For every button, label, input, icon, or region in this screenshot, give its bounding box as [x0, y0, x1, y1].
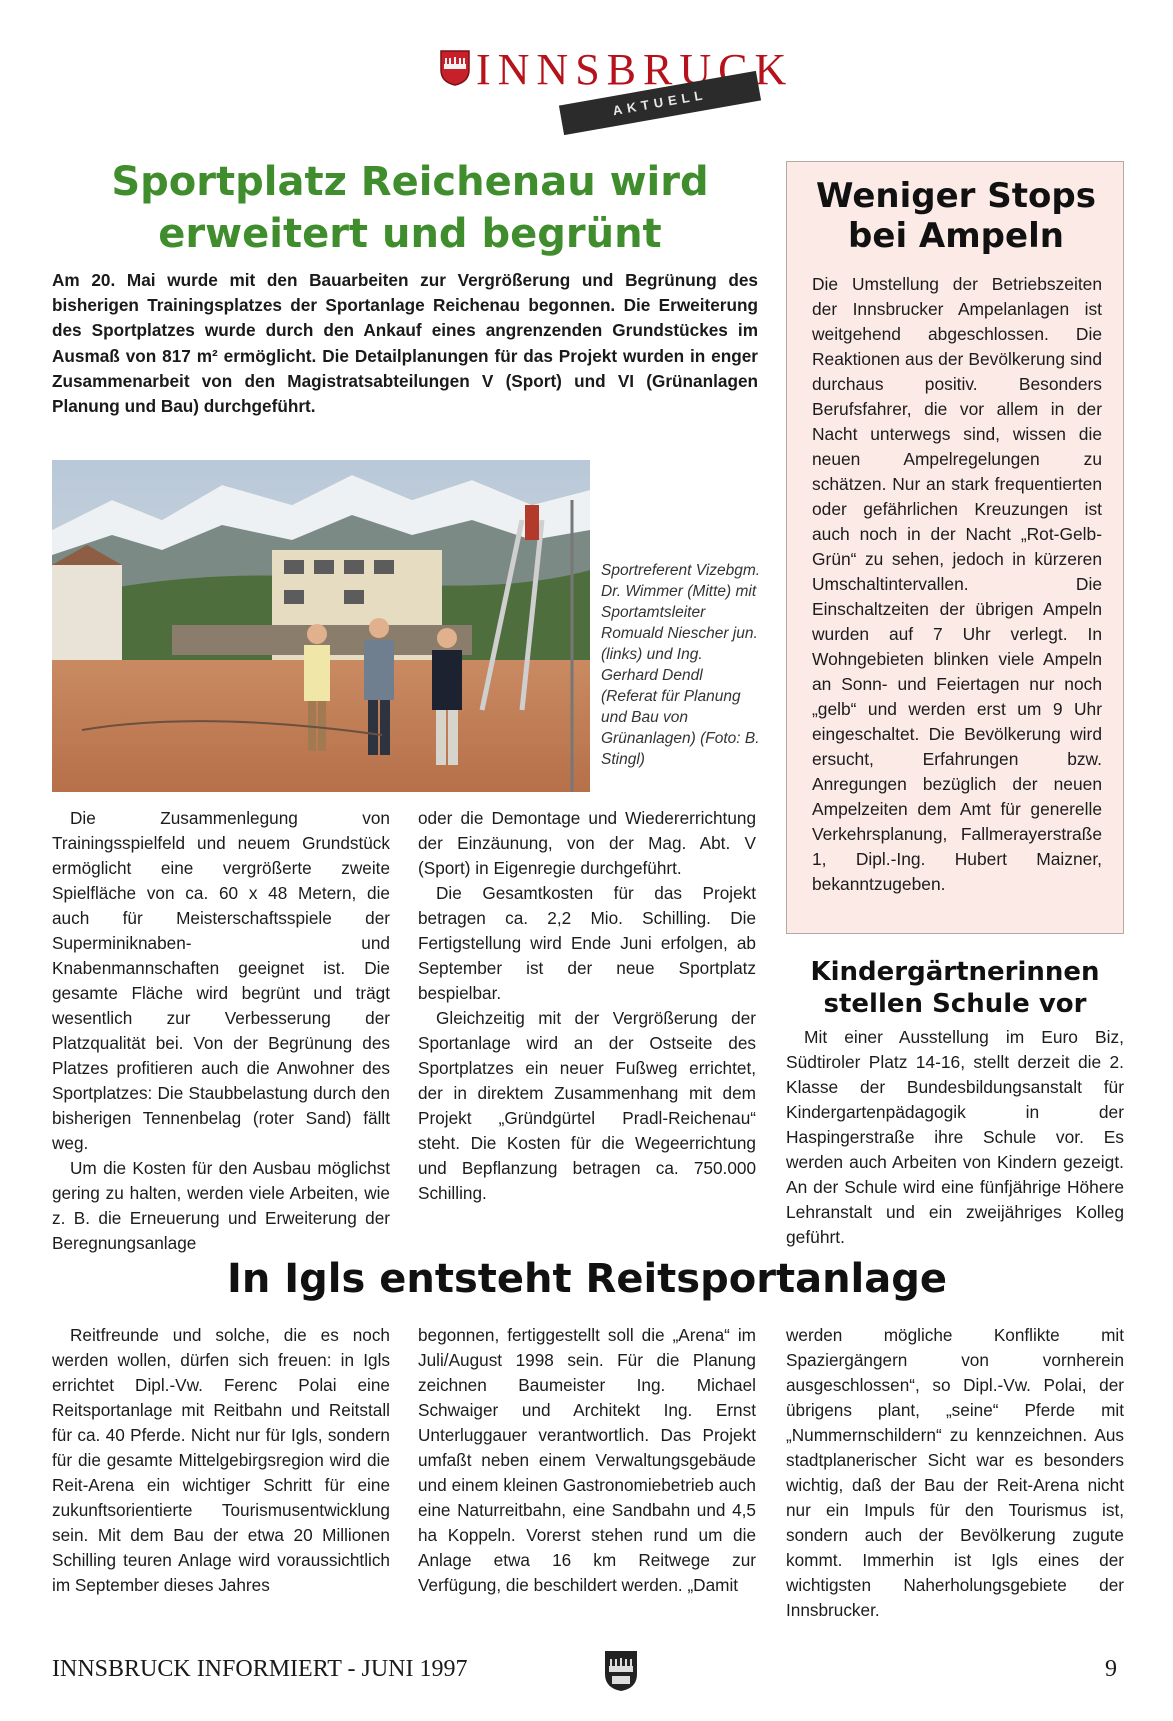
masthead [440, 44, 794, 134]
photo-caption: Sportreferent Vizebgm. Dr. Wimmer (Mitte) mit Sportamtsleiter Romuald Niescher jun. (links) und Ing. Gerhard Dendl (Referat für Planung und Bau von Grünanlagen) (Foto: B. Stingl) [601, 562, 761, 768]
section-strip: AKTUELL [559, 71, 761, 135]
lead-paragraph: Am 20. Mai wurde mit den Bauarbeiten zur Vergrößerung und Begrünung des bisherigen Trainingsplatzes der Sportanlage Reichenau begonnen. Die Erweiterung des Sportplatzes wurde durch den Ankauf eines angrenzenden Grundstückes im Ausmaß von 817 m² ermöglicht. Die Detailplanungen für das Projekt wurden in enger Zusammenarbeit von den Magistratsabteilungen V (Sport) und VI (Grünanlagen Planung und Bau) durchgeführt. [52, 270, 758, 417]
body-paragraph: werden mögliche Konflikte mit Spaziergängern von vornherein ausgeschlossen“, so Dipl.-Vw. Polai, der übrigens plant, „seine“ Pferde mit „Nummernschildern“ zu kennzeichnen. Aus stadtplanerischer Sicht war es besonders wichtig, daß der Bau der Reit-Arena nicht nur ein Impuls für den Tourismus ist, sondern auch der Bevölkerung zugute kommt. Immerhin ist Igls eines der wichtigsten Naherholungsgebiete der Innsbrucker. [786, 1325, 1124, 1620]
body-paragraph: begonnen, fertiggestellt soll die „Arena“ im Juli/August 1998 sein. Für die Planung zeichnen Baumeister Ing. Michael Schwaiger und Architekt Ing. Ernst Unterluggauer verantwortlich. Das Projekt umfaßt neben einem Verwaltungsgebäude und einem kleinen Gastronomiebetrieb auch eine Naturreitbahn, eine Sandbahn und 4,5 ha Koppeln. Vorerst stehen rund um die Anlage etwa 16 km Reitwege zur Verfügung, die beschildert werden. „Damit [418, 1325, 756, 1595]
body-paragraph: Die Gesamtkosten für das Projekt betragen ca. 2,2 Mio. Schilling. Die Fertigstellung wird Ende Juni erfolgen, ab September ist der neue Sportplatz bespielbar. [418, 883, 756, 1003]
innsbruck-crest-icon [440, 50, 470, 86]
main-article-column-2 [418, 806, 756, 1206]
igls-headline: In Igls entsteht Reitsportanlage [226, 1256, 948, 1302]
body-paragraph: Die Zusammenlegung von Trainingsspielfeld und neuem Grundstück ermöglicht eine vergrößerte zweite Spielfläche von ca. 60 x 48 Metern, die auch für Meisterschaftsspiele der Superminiknaben- und Knabenmannschaften geeignet ist. Die gesamte Fläche wird begrünt und trägt wesentlich zur Verbesserung der Platzqualität bei. Von der Begrünung des Platzes profitieren auch die Anwohner des Sportplatzes: Die Staubbelastung durch den bisherigen Tennenbelag (roter Sand) fällt weg. [52, 808, 390, 1153]
sportplatz-photo [52, 460, 590, 792]
igls-column-3 [786, 1323, 1124, 1623]
brand-name: INNSBRUCK [476, 45, 794, 94]
page-number: 9 [1105, 1656, 1117, 1682]
body-paragraph: Reitfreunde und solche, die es noch werden wollen, dürfen sich freuen: in Igls errichtet Dipl.-Vw. Ferenc Polai eine Reitsportanlage mit Reitbahn und Reitstall für ca. 40 Pferde. Nicht nur für Igls, sondern für die gesamte Mittelgebirgsregion wird die Reit-Arena ein wichtiger Schritt für eine zukunftsorientierte Tourismusentwicklung sein. Mit dem Bau der etwa 20 Millionen Schilling teuren Anlage wird voraussichtlich im September dieses Jahres [52, 1325, 390, 1595]
city-crest-icon [604, 1650, 638, 1692]
body-paragraph: oder die Demontage und Wiedererrichtung der Einzäunung, von der Mag. Abt. V (Sport) in Eigenregie durchgeführt. [418, 808, 756, 878]
sidebar-text: Die Umstellung der Betriebszeiten der Innsbrucker Ampelanlagen ist weitgehend abgeschlossen. Die Reaktionen aus der Bevölkerung sind durchaus positiv. Besonders Berufsfahrer, die vor allem in der Nacht unterwegs sind, wissen die neuen Ampelregelungen zu schätzen. Nur an stark frequentierten oder gefährlichen Kreuzungen ist auch noch in der Nacht „Rot-Gelb-Grün“ zu sehen, jedoch in kürzeren Umschaltintervallen. Die Einschaltzeiten der übrigen Ampeln wurden auf 7 Uhr verlegt. In Wohngebieten blinken viele Ampeln an Sonn- und Feiertagen nur noch „gelb“ und werden erst um 9 Uhr eingeschaltet. Die Bevölkerung wird ersucht, Erfahrungen bzw. Anregungen bezüglich der neuen Ampelzeiten dem Amt für generelle Verkehrsplanung, Fallmerayerstraße 1, Dipl.-Ing. Hubert Maizner, bekanntzugeben. [812, 274, 1102, 894]
body-paragraph: Um die Kosten für den Ausbau möglichst gering zu halten, werden viele Arbeiten, wie z. B. die Erneuerung und Erweiterung der Beregnungsanlage [52, 1158, 390, 1253]
igls-column-1 [52, 1323, 390, 1598]
sidebar-box [786, 161, 1124, 934]
sidebar-headline: Weniger Stops bei Ampeln [816, 176, 1096, 256]
body-paragraph: Gleichzeitig mit der Vergrößerung der Sportanlage wird an der Ostseite des Sportplatzes ein neuer Fußweg errichtet, der in direktem Zusammenhang mit dem Projekt „Gründgürtel Pradl-Reichenau“ steht. Die Kosten für die Wegeerrichtung und Bepflanzung betragen ca. 750.000 Schilling. [418, 1008, 756, 1203]
publication-footer: INNSBRUCK INFORMIERT - JUNI 1997 [52, 1656, 468, 1682]
igls-column-2 [418, 1323, 756, 1598]
kindergarten-text [786, 1025, 1124, 1250]
main-headline: Sportplatz Reichenau wird erweitert und begrünt [111, 159, 709, 257]
kindergarten-headline: Kindergärtnerinnen stellen Schule vor [810, 957, 1100, 1019]
body-paragraph: Mit einer Ausstellung im Euro Biz, Südtiroler Platz 14-16, stellt derzeit die 2. Klasse der Bundesbildungsanstalt für Kindergartenpädagogik in der Haspingerstraße ihre Schule vor. Es werden auch Arbeiten von Kindern gezeigt. An der Schule wird eine fünfjährige Höhere Lehranstalt und ein zweijähriges Kolleg geführt. [786, 1027, 1124, 1247]
main-article-column-1 [52, 806, 390, 1256]
